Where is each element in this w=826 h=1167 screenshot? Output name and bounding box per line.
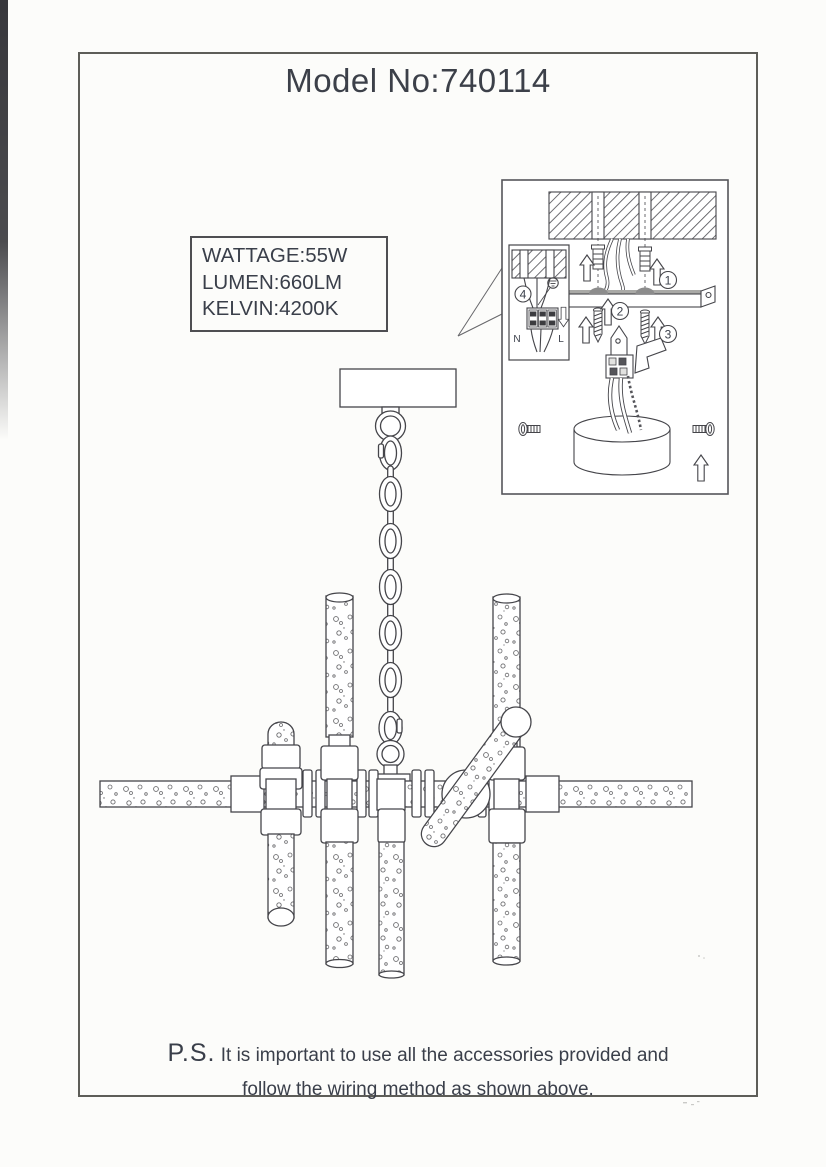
ps-line1 [98, 1033, 738, 1074]
tube-center [377, 779, 405, 978]
suspension-chain [380, 466, 402, 713]
carabiner-top [379, 436, 402, 470]
spec-wattage: WATTAGE:55W [202, 244, 348, 267]
ps-text1: It is important to use all the accessories provided and [220, 1045, 669, 1066]
ball-joint [501, 707, 531, 737]
ceiling-hatch [549, 192, 716, 239]
terminal-label-l: L [558, 334, 564, 345]
spec-lumen: LUMEN:660LM [202, 270, 343, 294]
tube-second [321, 593, 358, 968]
inset-leader-lines [458, 268, 502, 336]
terminal-label-n: N [513, 334, 521, 345]
wiring-sub-inset [509, 245, 569, 360]
installation-inset [502, 180, 728, 494]
svg-text:1: 1 [664, 273, 672, 288]
wall-anchor [639, 247, 652, 271]
bar-coupling-left [231, 776, 264, 812]
tube-left-short [260, 722, 302, 926]
svg-text:3: 3 [664, 327, 672, 342]
ps-prefix: P.S. [167, 1039, 216, 1067]
ps-note [98, 1033, 738, 1106]
spec-kelvin: KELVIN:4200K [202, 297, 339, 321]
bar-coupling-right [526, 776, 559, 812]
tube-right-lower [489, 779, 525, 965]
svg-text:2: 2 [616, 304, 624, 319]
svg-text:4: 4 [519, 287, 527, 302]
page-title: Model No:740114 [285, 62, 551, 99]
ceiling-canopy [340, 369, 456, 418]
canopy-cup [574, 416, 670, 475]
ps-line2: follow the wiring method as shown above. [242, 1079, 594, 1101]
